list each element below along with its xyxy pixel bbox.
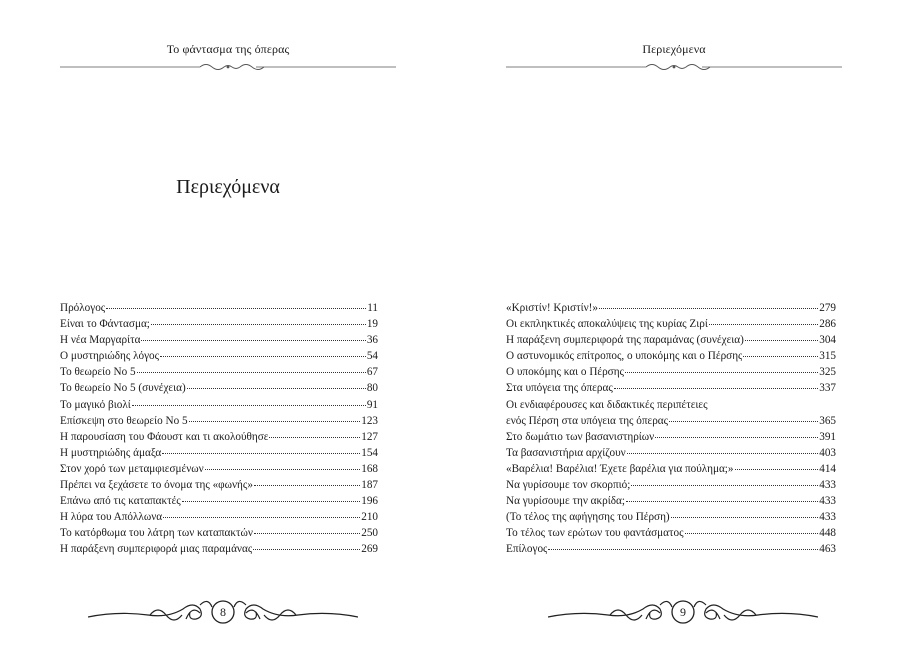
toc-entry-title: Να γυρίσουμε την ακρίδα;: [506, 495, 626, 508]
toc-entry-title: Η παράξενη συμπεριφορά της παραμάνας (συνέχεια): [506, 334, 744, 347]
toc-entry-page: 36: [366, 334, 378, 347]
dot-leader: [631, 485, 818, 486]
toc-entry: [506, 316, 836, 332]
toc-entry-page: 91: [366, 398, 378, 411]
dot-leader: [189, 421, 361, 422]
toc-entry-page: 210: [361, 511, 378, 524]
toc-entry-page: 403: [819, 446, 836, 459]
toc-entry-title: Επίλογος: [506, 543, 548, 556]
toc-entry-page: 168: [361, 462, 378, 475]
dot-leader: [599, 308, 818, 309]
dot-leader: [671, 517, 819, 518]
toc-entry-page: 80: [366, 382, 378, 395]
dot-leader: [132, 405, 366, 406]
toc-entry-title: Να γυρίσουμε τον σκορπιό;: [506, 479, 631, 492]
dot-leader: [254, 533, 360, 534]
dot-leader: [614, 388, 818, 389]
toc-entry-title: «Βαρέλια! Βαρέλια! Έχετε βαρέλια για πούλημα;»: [506, 462, 734, 475]
toc-entry: [506, 477, 836, 493]
toc-entry-page: 123: [361, 414, 378, 427]
toc-entry-title: Ο υποκόμης και ο Πέρσης: [506, 366, 624, 379]
toc-entry: [60, 477, 378, 493]
toc-entry-title: «Κριστίν! Κριστίν!»: [506, 302, 598, 314]
toc-entry: [506, 413, 836, 429]
toc-entry-title: Το τέλος των ερώτων του φαντάσματος: [506, 527, 684, 540]
dot-leader: [626, 501, 818, 502]
toc-entry: [506, 364, 836, 380]
dot-leader: [163, 517, 360, 518]
toc-entry-page: 391: [819, 430, 836, 443]
dot-leader: [625, 372, 818, 373]
dot-leader: [548, 549, 818, 550]
dot-leader: [745, 340, 818, 341]
toc-entry-title: Η παράξενη συμπεριφορά μιας παραμάνας: [60, 543, 253, 556]
dot-leader: [205, 469, 361, 470]
dot-leader: [151, 324, 366, 325]
toc-entry: [506, 445, 836, 461]
toc-entry-page: 250: [361, 527, 378, 540]
toc-entry-title: Η νέα Μαργαρίτα: [60, 334, 141, 347]
toc-entry-title: Η λύρα του Απόλλωνα: [60, 511, 163, 524]
toc-entry-page: 325: [819, 366, 836, 379]
header-divider-ornament: [506, 60, 842, 74]
page-number: 8: [220, 605, 226, 619]
toc-entry-title: Στον χορό των μεταμφιεσμένων: [60, 462, 204, 475]
toc-entry-title: Οι ενδιαφέρουσες και διδακτικές περιπέτειες: [506, 398, 708, 411]
toc-entry: [506, 509, 836, 525]
dot-leader: [269, 437, 360, 438]
running-head: Περιεχόμενα: [642, 42, 706, 56]
toc-entry-title: Οι εκπληκτικές αποκαλύψεις της κυρίας Ζιρί: [506, 318, 708, 331]
dot-leader: [735, 469, 819, 470]
toc-entry-page: 414: [819, 462, 836, 475]
toc-entry: [60, 316, 378, 332]
page-number: 9: [680, 605, 686, 619]
dot-leader: [669, 421, 818, 422]
toc-entry-page: 67: [366, 366, 378, 379]
dot-leader: [253, 549, 360, 550]
dot-leader: [160, 356, 366, 357]
toc-entry: [506, 541, 836, 557]
contents-title: Περιεχόμενα: [176, 176, 280, 198]
toc-entry-page: 127: [361, 430, 378, 443]
toc-entry: [60, 493, 378, 509]
dot-leader: [187, 388, 366, 389]
toc-entry: [506, 429, 836, 445]
toc-entry-title: Η μυστηριώδης άμαξα: [60, 446, 162, 459]
toc-entry-page: 196: [361, 495, 378, 508]
dot-leader: [137, 372, 366, 373]
toc-entry-title: Στα υπόγεια της όπερας: [506, 382, 613, 395]
toc-entry-title: Το θεωρείο Νο 5 (συνέχεια): [60, 382, 186, 395]
toc-entry: [506, 493, 836, 509]
toc-entry-title: (Το τέλος της αφήγησης του Πέρση): [506, 511, 670, 524]
toc-entry-page: 286: [819, 318, 836, 331]
toc-entry-title: Ο μυστηριώδης λόγος: [60, 350, 160, 363]
toc-entry: [60, 413, 378, 429]
toc-entry: [60, 300, 378, 316]
toc-entry: [506, 397, 836, 413]
running-head: Το φάντασμα της όπερας: [166, 42, 290, 56]
toc-entry-page: 154: [361, 446, 378, 459]
toc-entry-title: Πρέπει να ξεχάσετε το όνομα της «φωνής»: [60, 479, 253, 492]
toc-entry: [60, 364, 378, 380]
toc-entry: [60, 445, 378, 461]
dot-leader: [627, 453, 819, 454]
dot-leader: [162, 453, 360, 454]
dot-leader: [655, 437, 818, 438]
toc-entry-page: 433: [819, 511, 836, 524]
toc-entry-title: Η παρουσίαση του Φάουστ και τι ακολούθησε: [60, 430, 269, 443]
toc-entry-page: 433: [819, 479, 836, 492]
toc-entry-page: 54: [366, 350, 378, 363]
toc-entry-title: Ο αστυνομικός επίτροπος, ο υποκόμης και ο Πέρσης: [506, 350, 743, 363]
toc-entry-page: 433: [819, 495, 836, 508]
toc-entry: [60, 461, 378, 477]
toc-entry: [506, 348, 836, 364]
dot-leader: [182, 501, 360, 502]
toc-entry: [60, 541, 378, 557]
toc-entry-title: Πρόλογος: [60, 302, 106, 314]
dot-leader: [743, 356, 818, 357]
toc-entry-page: 365: [819, 414, 836, 427]
dot-leader: [709, 324, 818, 325]
toc-entry-page: 11: [367, 302, 378, 314]
toc-list-right: [506, 300, 836, 558]
toc-entry-title: ενός Πέρση στα υπόγεια της όπερας: [506, 414, 669, 427]
toc-list-left: [60, 300, 378, 558]
toc-entry-page: 463: [819, 543, 836, 556]
toc-entry: [60, 525, 378, 541]
dot-leader: [141, 340, 365, 341]
toc-entry-page: 279: [819, 302, 836, 314]
toc-entry-page: 304: [819, 334, 836, 347]
toc-entry-title: Είναι το Φάντασμα;: [60, 318, 150, 331]
toc-entry-title: Το κατόρθωμα του λάτρη των καταπακτών: [60, 527, 253, 540]
toc-entry: [506, 332, 836, 348]
dot-leader: [254, 485, 360, 486]
toc-entry-page: 448: [819, 527, 836, 540]
toc-entry-title: Τα βασανιστήρια αρχίζουν: [506, 446, 626, 459]
toc-entry: [60, 348, 378, 364]
toc-entry-title: Επάνω από τις καταπακτές: [60, 495, 181, 508]
toc-entry: [60, 397, 378, 413]
dot-leader: [106, 308, 366, 309]
toc-entry: [60, 429, 378, 445]
toc-entry: [506, 461, 836, 477]
toc-entry: [506, 300, 836, 316]
header-divider-ornament: [60, 60, 396, 74]
right-page: [450, 0, 900, 650]
toc-entry-page: 315: [819, 350, 836, 363]
toc-entry-page: 19: [366, 318, 378, 331]
toc-entry-title: Το μαγικό βιολί: [60, 398, 131, 411]
toc-entry: [60, 380, 378, 396]
dot-leader: [685, 533, 819, 534]
toc-entry: [60, 332, 378, 348]
toc-entry-title: Το θεωρείο Νο 5: [60, 366, 136, 379]
toc-entry-title: Επίσκεψη στο θεωρείο Νο 5: [60, 414, 188, 427]
toc-entry-title: Στο δωμάτιο των βασανιστηρίων: [506, 430, 655, 443]
toc-entry: [506, 380, 836, 396]
toc-entry: [506, 525, 836, 541]
toc-entry-page: 269: [361, 543, 378, 556]
toc-entry-page: 187: [361, 479, 378, 492]
toc-entry-page: 337: [819, 382, 836, 395]
toc-entry: [60, 509, 378, 525]
